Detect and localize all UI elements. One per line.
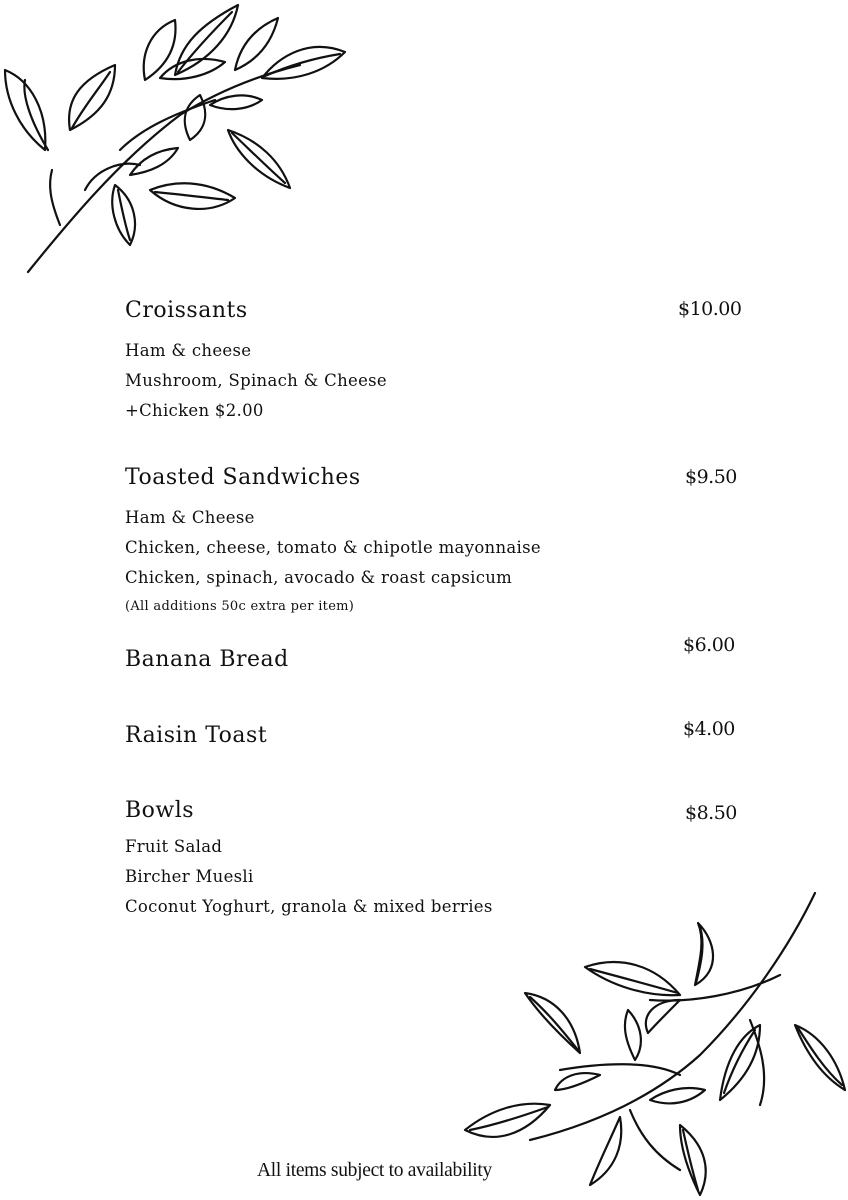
menu-item: Bircher Muesli: [125, 867, 254, 886]
menu-item: Coconut Yoghurt, granola & mixed berries: [125, 897, 493, 916]
menu-item: Fruit Salad: [125, 837, 223, 856]
leaf-branch-top-icon: [0, 0, 360, 285]
menu-item: +Chicken $2.00: [125, 401, 264, 420]
menu-item: Ham & Cheese: [125, 508, 255, 527]
section-heading: Bowls: [125, 798, 195, 823]
menu-item: Chicken, spinach, avocado & roast capsicum: [125, 568, 513, 587]
price-raisin-toast: $4.00: [683, 718, 735, 740]
leaf-branch-bottom-icon: [450, 885, 848, 1200]
menu-item: Chicken, cheese, tomato & chipotle mayonnaise: [125, 538, 541, 557]
footer-availability-note: All items subject to availability: [257, 1160, 492, 1181]
menu-note: (All additions 50c extra per item): [125, 599, 355, 614]
section-croissants: [125, 298, 745, 426]
section-toasted-sandwiches: [125, 465, 745, 621]
section-heading: Toasted Sandwiches: [125, 465, 361, 490]
section-raisin-toast: [125, 723, 745, 749]
price-croissants: $10.00: [678, 298, 742, 320]
menu-item: Ham & cheese: [125, 341, 252, 360]
price-banana-bread: $6.00: [683, 634, 735, 656]
section-banana-bread: [125, 647, 745, 673]
section-heading: Croissants: [125, 298, 248, 323]
price-toasted-sandwiches: $9.50: [685, 466, 737, 488]
price-bowls: $8.50: [685, 802, 737, 824]
section-heading: Banana Bread: [125, 647, 289, 672]
menu-item: Mushroom, Spinach & Cheese: [125, 371, 387, 390]
section-heading: Raisin Toast: [125, 723, 268, 748]
